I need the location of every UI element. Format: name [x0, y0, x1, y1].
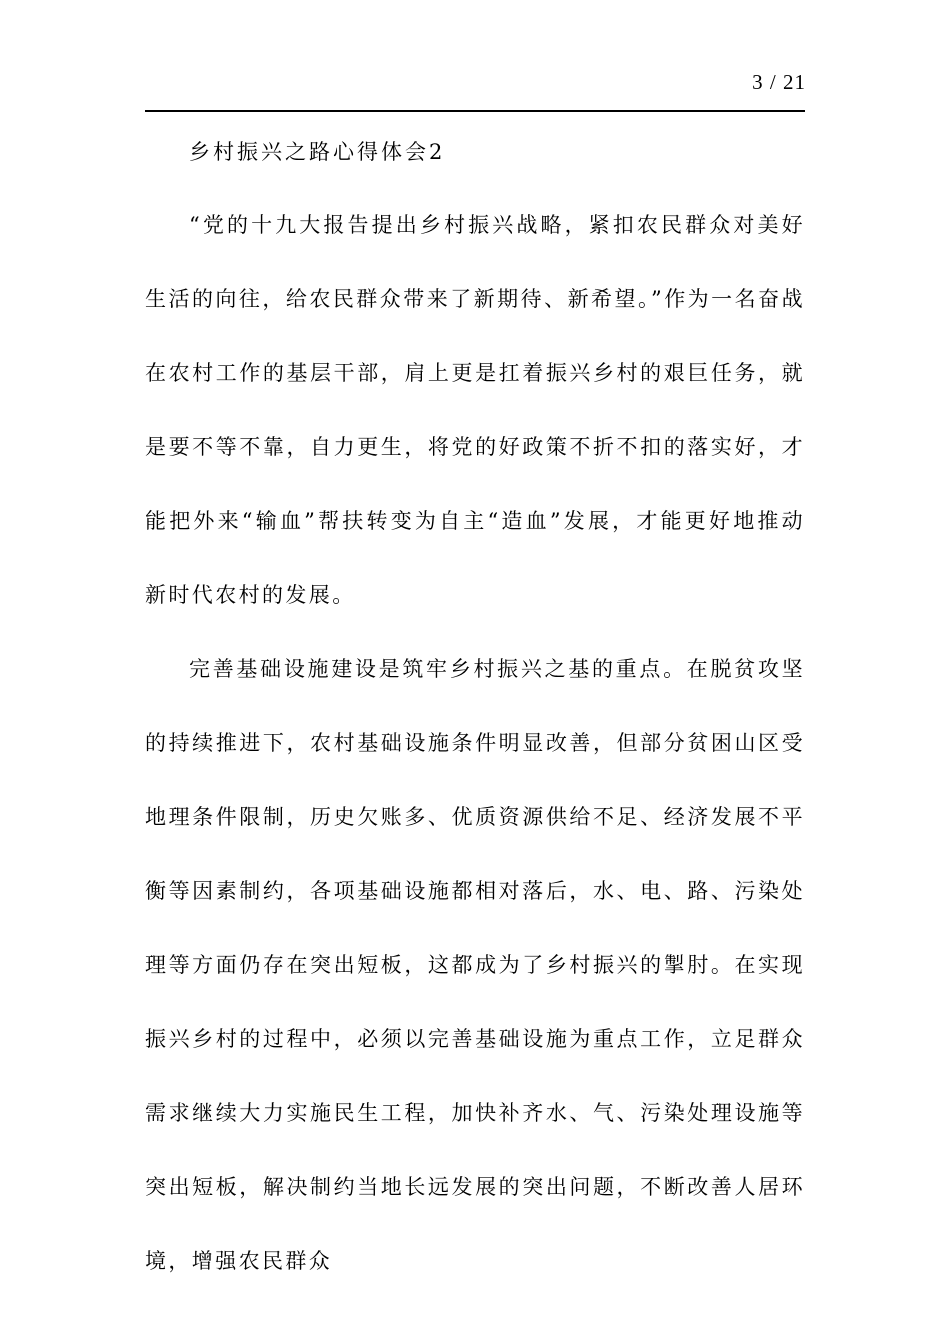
paragraph-2: 完善基础设施建设是筑牢乡村振兴之基的重点。在脱贫攻坚的持续推进下，农村基础设施条件明显改善，但部分贫困山区受地理条件限制，历史欠账多、优质资源供给不足、经济发展不平衡等因素制约，各项基础设施都相对落后，水、电、路、污染处理等方面仍存在突出短板，这都成为了乡村振兴的掣肘。在实现振兴乡村的过程中，必须以完善基础设施为重点工作，立足群众需求继续大力实施民生工程，加快补齐水、气、污染处理设施等突出短板，解决制约当地长远发展的突出问题，不断改善人居环境，增强农民群众	[145, 657, 805, 1273]
header-divider	[145, 110, 805, 112]
document-title: 乡村振兴之路心得体会2	[189, 140, 446, 164]
paragraph-1: “党的十九大报告提出乡村振兴战略，紧扣农民群众对美好生活的向往，给农民群众带来了新期待、新希望。”作为一名奋战在农村工作的基层干部，肩上更是扛着振兴乡村的艰巨任务，就是要不等不靠，自力更生，将党的好政策不折不扣的落实好，才能把外来“输血”帮扶转变为自主“造血”发展，才能更好地推动新时代农村的发展。	[145, 213, 805, 607]
page-number: 3 / 21	[752, 70, 806, 94]
document-body	[145, 130, 805, 1298]
